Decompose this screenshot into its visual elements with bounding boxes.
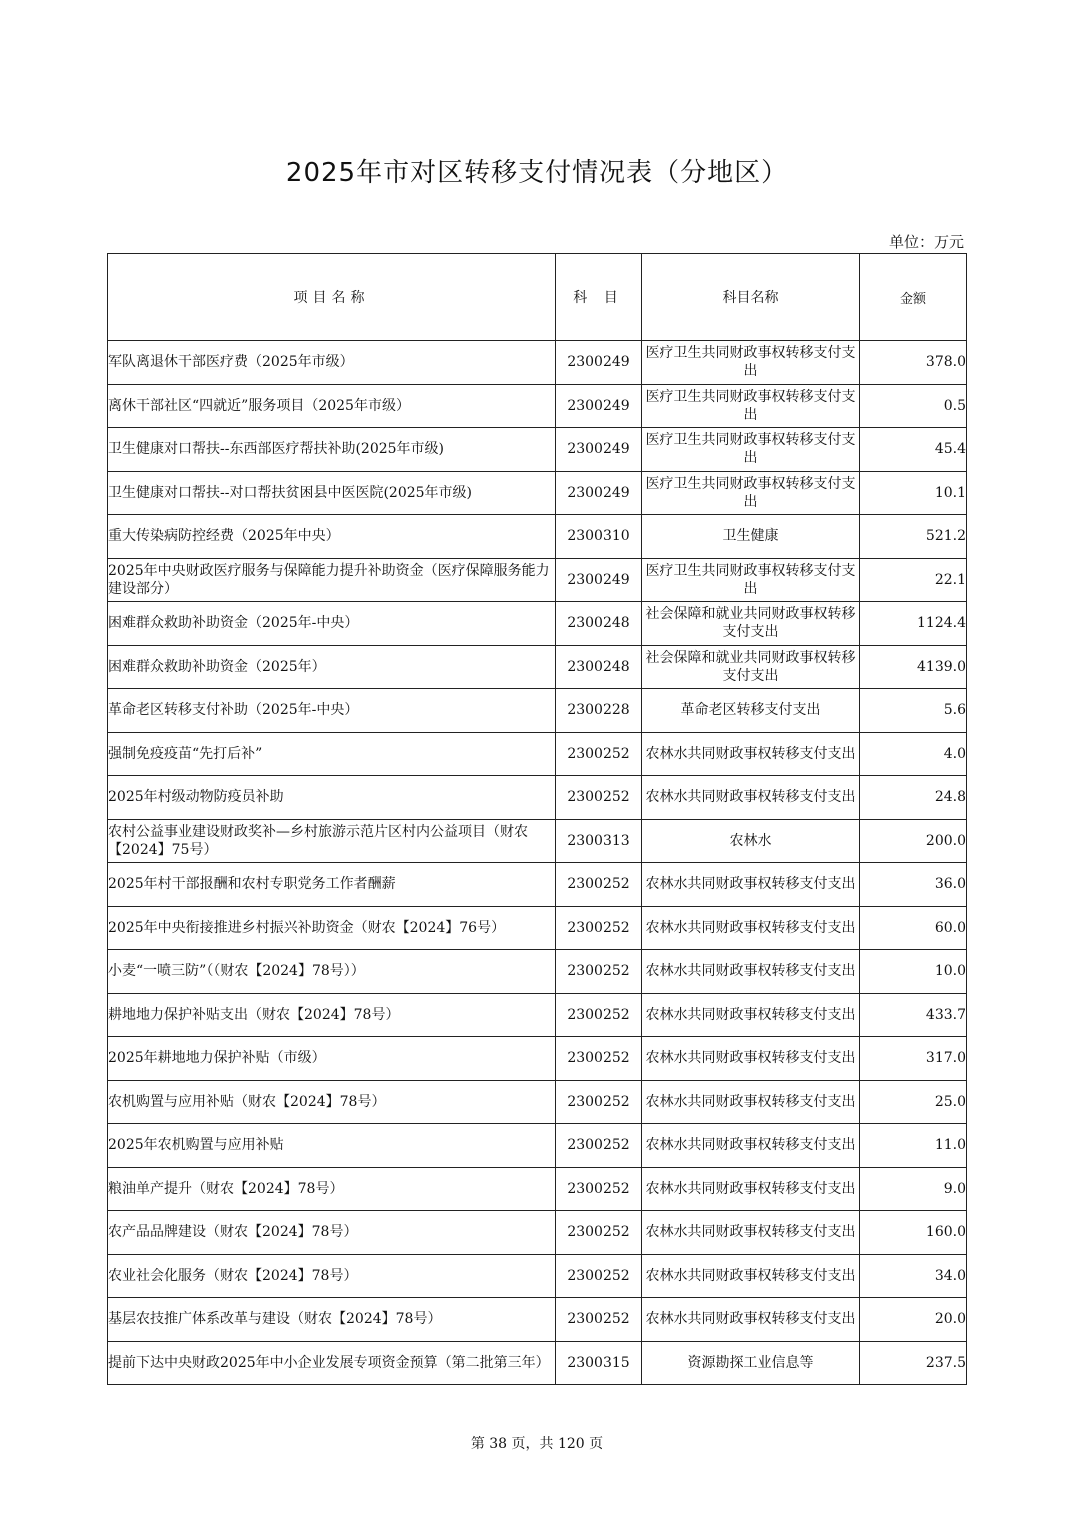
cell-project-name: 2025年村级动物防疫员补助	[108, 776, 556, 820]
cell-project-name: 重大传染病防控经费（2025年中央）	[108, 515, 556, 559]
cell-subject-name: 农林水共同财政事权转移支付支出	[642, 1211, 860, 1255]
cell-subject-code: 2300252	[556, 863, 642, 907]
header-subject-code: 科 目	[556, 254, 642, 341]
table-row	[108, 819, 967, 863]
cell-project-name: 卫生健康对口帮扶--对口帮扶贫困县中医医院(2025年市级)	[108, 471, 556, 515]
table-row	[108, 515, 967, 559]
cell-project-name: 农产品品牌建设（财农【2024】78号）	[108, 1211, 556, 1255]
cell-project-name: 强制免疫疫苗“先打后补”	[108, 732, 556, 776]
cell-project-name: 2025年农机购置与应用补贴	[108, 1124, 556, 1168]
cell-subject-name: 农林水共同财政事权转移支付支出	[642, 732, 860, 776]
cell-subject-name: 医疗卫生共同财政事权转移支付支出	[642, 341, 860, 385]
cell-subject-name: 革命老区转移支付支出	[642, 689, 860, 733]
cell-subject-code: 2300249	[556, 341, 642, 385]
cell-subject-code: 2300249	[556, 428, 642, 472]
cell-project-name: 革命老区转移支付补助（2025年-中央）	[108, 689, 556, 733]
cell-subject-name: 医疗卫生共同财政事权转移支付支出	[642, 558, 860, 602]
cell-subject-code: 2300252	[556, 1167, 642, 1211]
cell-subject-name: 农林水共同财政事权转移支付支出	[642, 993, 860, 1037]
cell-project-name: 农村公益事业建设财政奖补—乡村旅游示范片区村内公益项目（财农【2024】75号）	[108, 819, 556, 863]
cell-amount: 160.0	[860, 1211, 967, 1255]
table-row	[108, 906, 967, 950]
table-row	[108, 341, 967, 385]
cell-subject-code: 2300248	[556, 645, 642, 689]
cell-subject-name: 社会保障和就业共同财政事权转移支付支出	[642, 602, 860, 646]
cell-project-name: 卫生健康对口帮扶--东西部医疗帮扶补助(2025年市级)	[108, 428, 556, 472]
table-row	[108, 471, 967, 515]
cell-subject-code: 2300252	[556, 1254, 642, 1298]
transfer-payment-table	[107, 253, 967, 1385]
cell-amount: 4.0	[860, 732, 967, 776]
table-row	[108, 558, 967, 602]
header-subject-name: 科目名称	[642, 254, 860, 341]
table-row	[108, 1298, 967, 1342]
cell-subject-code: 2300310	[556, 515, 642, 559]
cell-subject-name: 农林水共同财政事权转移支付支出	[642, 1298, 860, 1342]
cell-amount: 237.5	[860, 1341, 967, 1385]
cell-subject-name: 农林水共同财政事权转移支付支出	[642, 776, 860, 820]
table-row	[108, 776, 967, 820]
cell-project-name: 离休干部社区“四就近”服务项目（2025年市级）	[108, 384, 556, 428]
cell-amount: 11.0	[860, 1124, 967, 1168]
cell-project-name: 2025年中央衔接推进乡村振兴补助资金（财农【2024】76号）	[108, 906, 556, 950]
cell-project-name: 耕地地力保护补贴支出（财农【2024】78号）	[108, 993, 556, 1037]
cell-subject-code: 2300252	[556, 1124, 642, 1168]
cell-subject-code: 2300252	[556, 1037, 642, 1081]
cell-project-name: 2025年村干部报酬和农村专职党务工作者酬薪	[108, 863, 556, 907]
header-project-name: 项目名称	[108, 254, 556, 341]
cell-subject-name: 医疗卫生共同财政事权转移支付支出	[642, 471, 860, 515]
page-footer: 第 38 页，共 120 页	[470, 1436, 604, 1452]
cell-subject-name: 农林水共同财政事权转移支付支出	[642, 906, 860, 950]
cell-project-name: 基层农技推广体系改革与建设（财农【2024】78号）	[108, 1298, 556, 1342]
cell-amount: 1124.4	[860, 602, 967, 646]
cell-subject-name: 农林水共同财政事权转移支付支出	[642, 1124, 860, 1168]
cell-subject-name: 医疗卫生共同财政事权转移支付支出	[642, 384, 860, 428]
cell-subject-code: 2300252	[556, 993, 642, 1037]
cell-project-name: 农业社会化服务（财农【2024】78号）	[108, 1254, 556, 1298]
cell-subject-code: 2300248	[556, 602, 642, 646]
cell-project-name: 2025年耕地地力保护补贴（市级）	[108, 1037, 556, 1081]
page-title: 2025年市对区转移支付情况表（分地区）	[285, 158, 789, 188]
cell-amount: 10.0	[860, 950, 967, 994]
cell-project-name: 农机购置与应用补贴（财农【2024】78号）	[108, 1080, 556, 1124]
cell-project-name: 粮油单产提升（财农【2024】78号）	[108, 1167, 556, 1211]
table-row	[108, 1167, 967, 1211]
cell-subject-name: 社会保障和就业共同财政事权转移支付支出	[642, 645, 860, 689]
cell-amount: 4139.0	[860, 645, 967, 689]
cell-project-name: 困难群众救助补助资金（2025年）	[108, 645, 556, 689]
unit-label: 单位：万元	[888, 233, 964, 251]
cell-subject-code: 2300228	[556, 689, 642, 733]
table-row	[108, 428, 967, 472]
table-row	[108, 1341, 967, 1385]
cell-subject-code: 2300252	[556, 1298, 642, 1342]
cell-amount: 60.0	[860, 906, 967, 950]
cell-subject-name: 农林水共同财政事权转移支付支出	[642, 1037, 860, 1081]
cell-amount: 36.0	[860, 863, 967, 907]
cell-subject-name: 农林水共同财政事权转移支付支出	[642, 1167, 860, 1211]
cell-amount: 5.6	[860, 689, 967, 733]
cell-amount: 25.0	[860, 1080, 967, 1124]
table-row	[108, 689, 967, 733]
cell-subject-name: 农林水共同财政事权转移支付支出	[642, 950, 860, 994]
table-row	[108, 950, 967, 994]
cell-project-name: 困难群众救助补助资金（2025年-中央）	[108, 602, 556, 646]
cell-subject-name: 农林水共同财政事权转移支付支出	[642, 863, 860, 907]
header-amount: 金额	[860, 254, 967, 341]
cell-subject-code: 2300252	[556, 1211, 642, 1255]
cell-subject-name: 农林水共同财政事权转移支付支出	[642, 1080, 860, 1124]
cell-amount: 45.4	[860, 428, 967, 472]
cell-subject-code: 2300252	[556, 950, 642, 994]
table-row	[108, 1124, 967, 1168]
table-row	[108, 1211, 967, 1255]
cell-amount: 24.8	[860, 776, 967, 820]
cell-subject-code: 2300252	[556, 1080, 642, 1124]
cell-subject-code: 2300249	[556, 471, 642, 515]
cell-subject-name: 卫生健康	[642, 515, 860, 559]
cell-subject-code: 2300252	[556, 776, 642, 820]
cell-amount: 433.7	[860, 993, 967, 1037]
cell-amount: 521.2	[860, 515, 967, 559]
cell-amount: 378.0	[860, 341, 967, 385]
table-row	[108, 1037, 967, 1081]
cell-amount: 9.0	[860, 1167, 967, 1211]
table-row	[108, 645, 967, 689]
cell-amount: 10.1	[860, 471, 967, 515]
table-row	[108, 602, 967, 646]
cell-subject-name: 农林水	[642, 819, 860, 863]
cell-subject-name: 资源勘探工业信息等	[642, 1341, 860, 1385]
table-row	[108, 1080, 967, 1124]
cell-amount: 317.0	[860, 1037, 967, 1081]
cell-project-name: 军队离退休干部医疗费（2025年市级）	[108, 341, 556, 385]
cell-amount: 0.5	[860, 384, 967, 428]
cell-amount: 22.1	[860, 558, 967, 602]
table-row	[108, 384, 967, 428]
cell-subject-code: 2300252	[556, 732, 642, 776]
table-row	[108, 993, 967, 1037]
table-row	[108, 863, 967, 907]
cell-project-name: 2025年中央财政医疗服务与保障能力提升补助资金（医疗保障服务能力建设部分）	[108, 558, 556, 602]
cell-amount: 20.0	[860, 1298, 967, 1342]
cell-subject-code: 2300252	[556, 906, 642, 950]
cell-subject-code: 2300249	[556, 558, 642, 602]
cell-project-name: 提前下达中央财政2025年中小企业发展专项资金预算（第二批第三年）	[108, 1341, 556, 1385]
cell-amount: 34.0	[860, 1254, 967, 1298]
table-row	[108, 1254, 967, 1298]
cell-subject-name: 农林水共同财政事权转移支付支出	[642, 1254, 860, 1298]
table-header-row	[108, 254, 967, 341]
cell-subject-name: 医疗卫生共同财政事权转移支付支出	[642, 428, 860, 472]
cell-amount: 200.0	[860, 819, 967, 863]
cell-subject-code: 2300315	[556, 1341, 642, 1385]
cell-subject-code: 2300313	[556, 819, 642, 863]
cell-project-name: 小麦“一喷三防”（（财农【2024】78号））	[108, 950, 556, 994]
cell-subject-code: 2300249	[556, 384, 642, 428]
table-row	[108, 732, 967, 776]
